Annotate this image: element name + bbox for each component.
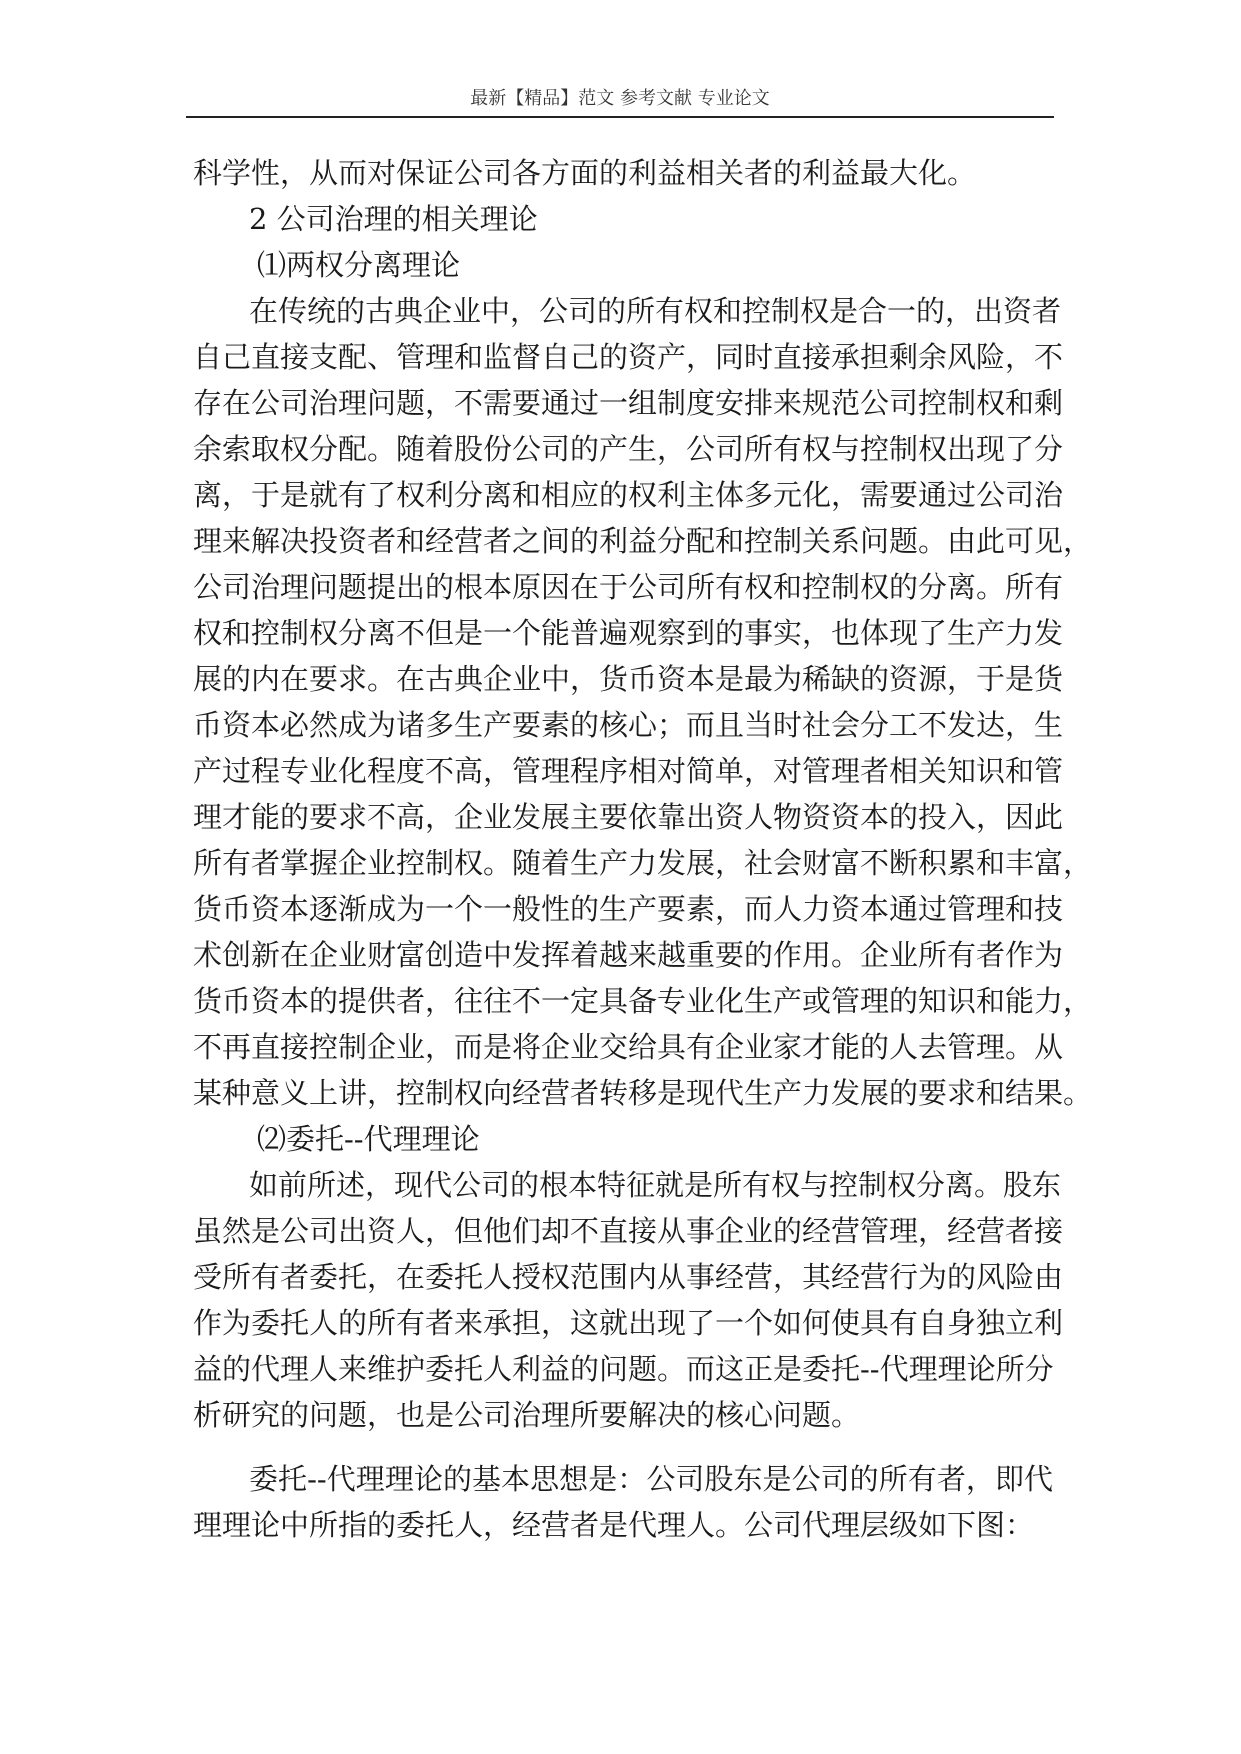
paragraph-line: 所有者掌握企业控制权。随着生产力发展，社会财富不断积累和丰富， <box>193 846 1093 880</box>
paragraph-line: 作为委托人的所有者来承担，这就出现了一个如何使具有自身独立利 <box>193 1306 1064 1340</box>
page-header <box>186 82 1054 118</box>
paragraph-line: 自己直接支配、管理和监督自己的资产，同时直接承担剩余风险，不 <box>193 340 1064 374</box>
section-heading: 2 公司治理的相关理论 <box>249 202 538 236</box>
paragraph-line: 不再直接控制企业，而是将企业交给具有企业家才能的人去管理。从 <box>193 1030 1064 1064</box>
paragraph-line: 如前所述，现代公司的根本特征就是所有权与控制权分离。股东 <box>249 1168 1062 1202</box>
paragraph-line: 货币资本逐渐成为一个一般性的生产要素，而人力资本通过管理和技 <box>193 892 1064 926</box>
paragraph-line: 受所有者委托，在委托人授权范围内从事经营，其经营行为的风险由 <box>193 1260 1064 1294</box>
paragraph-line: 货币资本的提供者，往往不一定具备专业化生产或管理的知识和能力， <box>193 984 1093 1018</box>
paragraph-line: 离，于是就有了权利分离和相应的权利主体多元化，需要通过公司治 <box>193 478 1064 512</box>
subsection-heading: ⑴两权分离理论 <box>257 248 461 282</box>
paragraph-line: 析研究的问题，也是公司治理所要解决的核心问题。 <box>193 1398 861 1432</box>
document-body <box>193 150 1093 1548</box>
paragraph-line: 委托--代理理论的基本思想是：公司股东是公司的所有者，即代 <box>249 1462 1053 1496</box>
paragraph-line: 产过程专业化程度不高，管理程序相对简单，对管理者相关知识和管 <box>193 754 1064 788</box>
paragraph-line: 存在公司治理问题，不需要通过一组制度安排来规范公司控制权和剩 <box>193 386 1064 420</box>
paragraph-line: 理来解决投资者和经营者之间的利益分配和控制关系问题。由此可见， <box>193 524 1093 558</box>
paragraph-line: 科学性，从而对保证公司各方面的利益相关者的利益最大化。 <box>193 156 977 190</box>
paragraph-line: 展的内在要求。在古典企业中，货币资本是最为稀缺的资源，于是货 <box>193 662 1064 696</box>
paragraph-line: 公司治理问题提出的根本原因在于公司所有权和控制权的分离。所有 <box>193 570 1064 604</box>
subsection-heading: ⑵委托--代理理论 <box>257 1122 480 1156</box>
paragraph-line: 在传统的古典企业中，公司的所有权和控制权是合一的，出资者 <box>249 294 1062 328</box>
paragraph-line: 某种意义上讲，控制权向经营者转移是现代生产力发展的要求和结果。 <box>193 1076 1093 1110</box>
paragraph-line: 余索取权分配。随着股份公司的产生，公司所有权与控制权出现了分 <box>193 432 1064 466</box>
paragraph-line: 理理论中所指的委托人，经营者是代理人。公司代理层级如下图： <box>193 1508 1035 1542</box>
paragraph-line: 权和控制权分离不但是一个能普遍观察到的事实，也体现了生产力发 <box>193 616 1064 650</box>
paragraph-line: 虽然是公司出资人，但他们却不直接从事企业的经营管理，经营者接 <box>193 1214 1064 1248</box>
paragraph-gap <box>193 1438 1053 1456</box>
paragraph-line: 术创新在企业财富创造中发挥着越来越重要的作用。企业所有者作为 <box>193 938 1064 972</box>
header-text: 最新【精品】范文 参考文献 专业论文 <box>470 88 770 109</box>
paragraph-line: 币资本必然成为诸多生产要素的核心；而且当时社会分工不发达，生 <box>193 708 1064 742</box>
paragraph-line: 理才能的要求不高，企业发展主要依靠出资人物资资本的投入，因此 <box>193 800 1064 834</box>
paragraph-line: 益的代理人来维护委托人利益的问题。而这正是委托--代理理论所分 <box>193 1352 1054 1386</box>
